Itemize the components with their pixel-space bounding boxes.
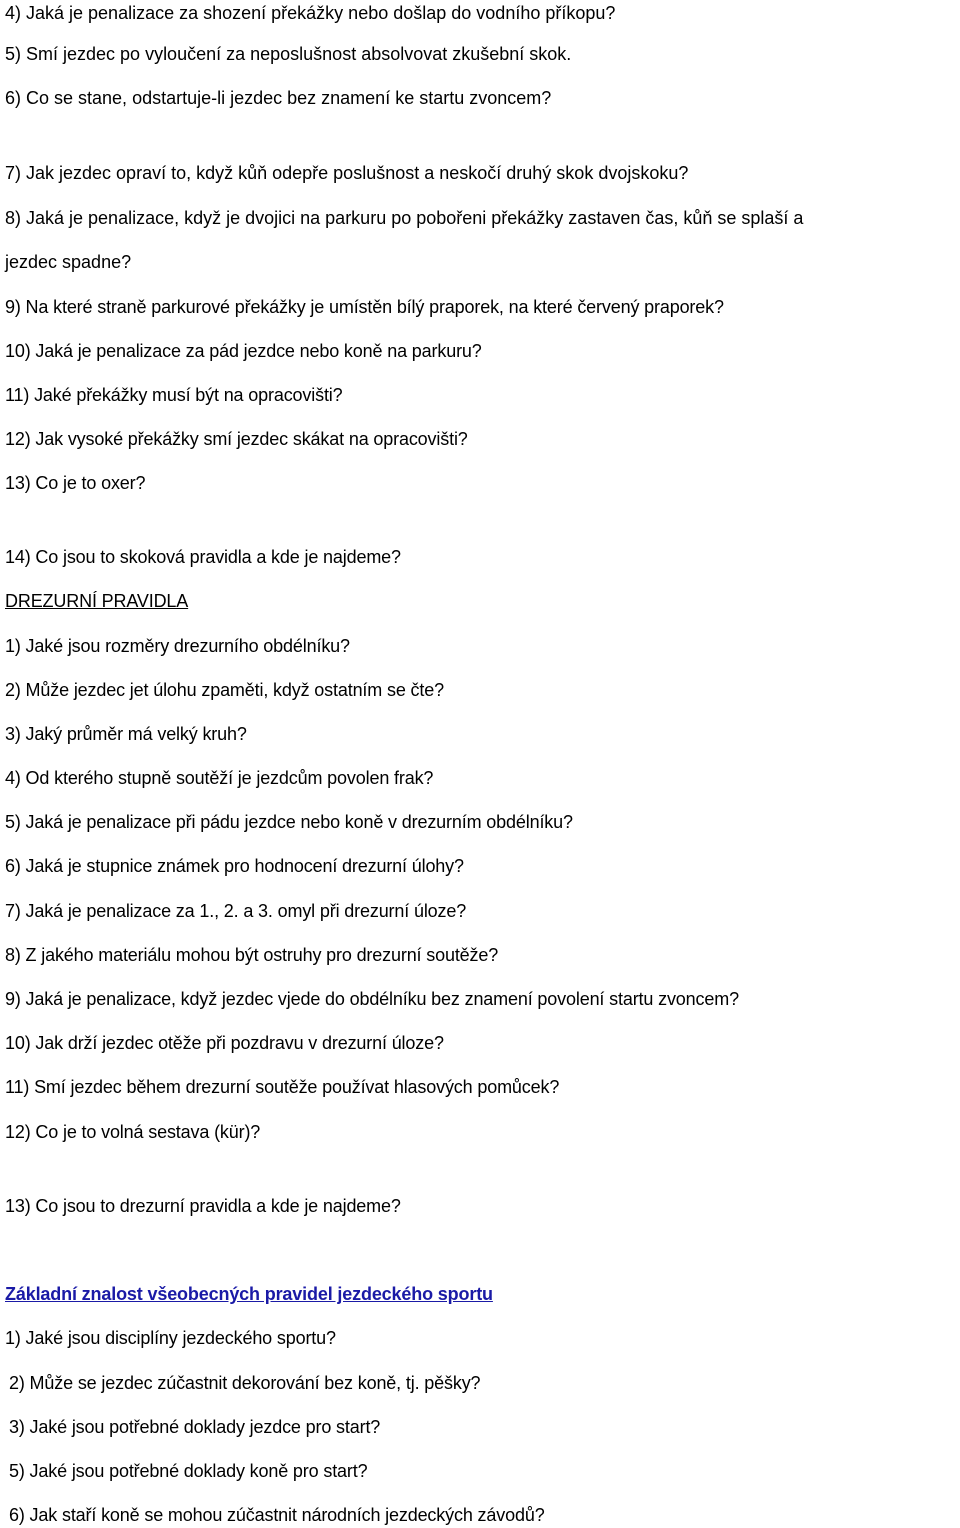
question-line: 4) Od kterého stupně soutěží je jezdcům povolen frak? <box>5 768 434 788</box>
question-line: 5) Jaká je penalizace při pádu jezdce nebo koně v drezurním obdélníku? <box>5 812 573 832</box>
question-line-continuation: jezdec spadne? <box>5 252 132 272</box>
question-line: 4) Jaká je penalizace za shození překážky nebo došlap do vodního příkopu? <box>5 3 616 23</box>
question-line: 11) Jaké překážky musí být na opracovišti? <box>5 385 343 405</box>
section-heading-general-rules[interactable]: Základní znalost všeobecných pravidel jezdeckého sportu <box>5 1284 493 1304</box>
question-line: 6) Jak staří koně se mohou zúčastnit národních jezdeckých závodů? <box>9 1505 545 1525</box>
question-line: 3) Jaký průměr má velký kruh? <box>5 724 247 744</box>
question-line: 13) Co je to oxer? <box>5 473 146 493</box>
question-line: 6) Jaká je stupnice známek pro hodnocení drezurní úlohy? <box>5 856 464 876</box>
question-line: 8) Jaká je penalizace, když je dvojici na parkuru po pobořeni překážky zastaven čas, kůň se splaší a <box>5 208 804 228</box>
question-line: 2) Může jezdec jet úlohu zpaměti, když ostatním se čte? <box>5 680 444 700</box>
question-line: 11) Smí jezdec během drezurní soutěže používat hlasových pomůcek? <box>5 1077 560 1097</box>
question-line <box>5 1325 336 1351</box>
question-line: 9) Na které straně parkurové překážky je umístěn bílý praporek, na které červený praporek? <box>5 297 724 317</box>
question-line: 5) Jaké jsou potřebné doklady koně pro start? <box>9 1461 368 1481</box>
question-line: 6) Co se stane, odstartuje-li jezdec bez znamení ke startu zvoncem? <box>5 88 552 108</box>
question-line: 1) Jaké jsou rozměry drezurního obdélníku? <box>5 636 350 656</box>
question-line: 3) Jaké jsou potřebné doklady jezdce pro start? <box>9 1417 381 1437</box>
question-line: 7) Jaká je penalizace za 1., 2. a 3. omyl při drezurní úloze? <box>5 901 467 921</box>
question-line: 12) Jak vysoké překážky smí jezdec skákat na opracovišti? <box>5 429 468 449</box>
question-line: 5) Smí jezdec po vyloučení za neposlušnost absolvovat zkušební skok. <box>5 44 572 64</box>
question-text: 1) Jaké jsou disciplíny jezdeckého sportu? <box>5 1328 336 1348</box>
question-line: 12) Co je to volná sestava (kür)? <box>5 1122 261 1142</box>
section-heading-dressage: DREZURNÍ PRAVIDLA <box>5 591 189 611</box>
question-line: 14) Co jsou to skoková pravidla a kde je najdeme? <box>5 547 401 567</box>
question-line: 13) Co jsou to drezurní pravidla a kde je najdeme? <box>5 1196 401 1216</box>
question-line: 10) Jaká je penalizace za pád jezdce nebo koně na parkuru? <box>5 341 482 361</box>
question-line: 10) Jak drží jezdec otěže při pozdravu v drezurní úloze? <box>5 1033 444 1053</box>
question-line: 8) Z jakého materiálu mohou být ostruhy pro drezurní soutěže? <box>5 945 499 965</box>
question-line: 9) Jaká je penalizace, když jezdec vjede do obdélníku bez znamení povolení startu zvoncem? <box>5 989 739 1009</box>
question-line: 2) Může se jezdec zúčastnit dekorování bez koně, tj. pěšky? <box>9 1373 481 1393</box>
question-line: 7) Jak jezdec opraví to, když kůň odepře poslušnost a neskočí druhý skok dvojskoku? <box>5 163 689 183</box>
